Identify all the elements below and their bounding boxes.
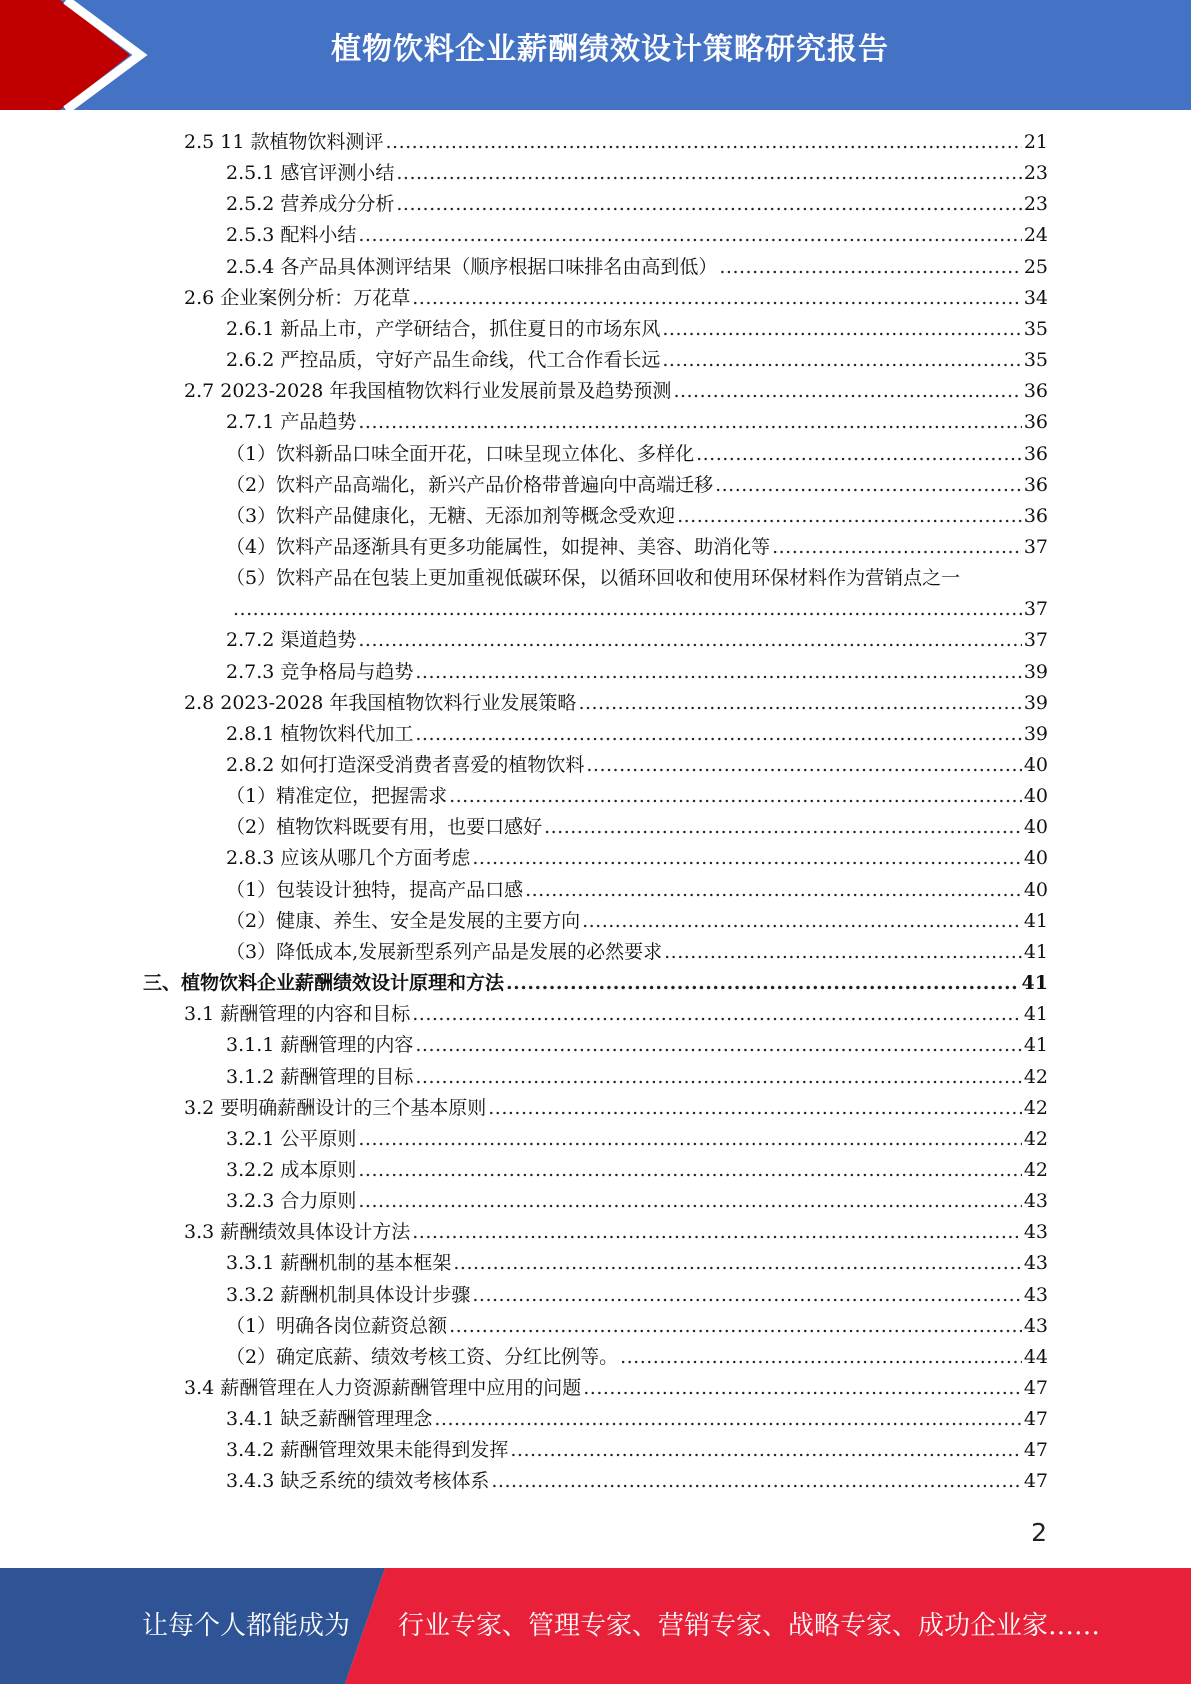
toc-entry-label: 2.6.2 严控品质，守好产品生命线，代工合作看长远 <box>226 349 661 372</box>
toc-entry-page: 41 <box>1023 909 1048 932</box>
toc-entry-label: （3）降低成本,发展新型系列产品是发展的必然要求 <box>226 940 663 963</box>
toc-dot-leader <box>396 158 1021 189</box>
toc-entry[interactable] <box>226 1435 1048 1466</box>
toc-dot-leader <box>586 750 1021 781</box>
toc-dot-leader <box>412 283 1022 314</box>
page-number: 2 <box>1031 1518 1047 1547</box>
page-footer <box>0 1568 1191 1684</box>
toc-entry-page: 40 <box>1023 816 1048 839</box>
toc-entry-label: 3.1 薪酬管理的内容和目标 <box>184 1003 411 1026</box>
toc-dot-leader <box>434 1404 1021 1435</box>
toc-entry-page: 42 <box>1023 1158 1048 1181</box>
toc-entry-label: 3.4 薪酬管理在人力资源薪酬管理中应用的问题 <box>184 1377 582 1399</box>
toc-entry[interactable] <box>226 625 1048 656</box>
toc-entry-label: 2.6 企业案例分析：万花草 <box>184 286 411 309</box>
toc-entry-label: 3.3 薪酬绩效具体设计方法 <box>184 1221 411 1244</box>
toc-dot-leader <box>491 1466 1021 1497</box>
toc-dot-leader <box>449 1311 1022 1342</box>
page-header <box>0 0 1191 110</box>
toc-dot-leader <box>358 1124 1021 1155</box>
toc-entry-label: 2.7.1 产品趋势 <box>226 411 357 434</box>
toc-entry-label: 2.5 11 款植物饮料测评 <box>184 131 384 153</box>
footer-slogan-left: 让每个人都能成为 <box>142 1611 351 1641</box>
toc-entry-page: 36 <box>1023 442 1048 465</box>
toc-entry[interactable] <box>184 1217 1048 1248</box>
toc-entry[interactable] <box>226 501 1048 532</box>
toc-entry[interactable] <box>226 220 1048 251</box>
toc-entry-page: 23 <box>1023 193 1048 216</box>
toc-dot-leader <box>415 1062 1021 1093</box>
toc-entry-page: 43 <box>1023 1221 1048 1244</box>
toc-entry-page: 42 <box>1023 1065 1048 1088</box>
toc-dot-leader <box>696 439 1022 470</box>
toc-dot-leader <box>233 594 1022 625</box>
toc-entry-label: 2.5.1 感官评测小结 <box>226 162 395 185</box>
toc-dot-leader <box>715 470 1022 501</box>
toc-dot-leader <box>772 532 1022 563</box>
toc-entry-page: 21 <box>1023 131 1048 153</box>
toc-dot-leader <box>358 220 1021 251</box>
toc-dot-leader <box>449 781 1022 812</box>
toc-entry[interactable] <box>226 252 1048 283</box>
toc-entry[interactable] <box>226 843 1048 874</box>
toc-entry-page: 40 <box>1023 878 1048 901</box>
toc-entry[interactable] <box>226 937 1048 968</box>
toc-entry-label: 2.8.1 植物饮料代加工 <box>226 722 414 745</box>
toc-entry-label: 2.8 2023-2028 年我国植物饮料行业发展策略 <box>184 691 577 714</box>
toc-entry-label: （2）饮料产品高端化，新兴产品价格带普遍向中高端迁移 <box>226 473 714 496</box>
toc-dot-leader <box>578 688 1021 719</box>
toc-dot-leader <box>719 252 1021 283</box>
toc-dot-leader <box>415 657 1021 688</box>
toc-entry-label: 3.4.2 薪酬管理效果未能得到发挥 <box>226 1439 509 1462</box>
toc-entry-page: 41 <box>1023 940 1048 963</box>
toc-entry-label: 3.1.1 薪酬管理的内容 <box>226 1034 414 1057</box>
toc-entry[interactable] <box>226 1280 1048 1311</box>
toc-entry-page: 42 <box>1023 1127 1048 1150</box>
toc-entry[interactable] <box>226 1466 1048 1497</box>
toc-dot-leader <box>506 968 1020 999</box>
toc-entry-label: （3）饮料产品健康化，无糖、无添加剂等概念受欢迎 <box>226 504 676 527</box>
toc-entry[interactable] <box>226 906 1048 937</box>
toc-entry-page: 41 <box>1023 1003 1048 1026</box>
toc-dot-leader <box>453 1248 1021 1279</box>
toc-dot-leader <box>358 625 1021 656</box>
toc-entry[interactable] <box>226 1030 1048 1061</box>
toc-entry-page: 39 <box>1023 722 1048 745</box>
toc-entry-label: 3.3.2 薪酬机制具体设计步骤 <box>226 1283 471 1306</box>
toc-dot-leader <box>582 906 1022 937</box>
toc-dot-leader <box>472 1280 1021 1311</box>
toc-entry-page: 43 <box>1023 1314 1048 1337</box>
toc-entry-label: 2.5.4 各产品具体测评结果（顺序根据口味排名由高到低） <box>226 255 718 278</box>
toc-entry-page: 36 <box>1023 380 1048 403</box>
toc-entry-label: （1）饮料新品口味全面开花，口味呈现立体化、多样化 <box>226 442 695 465</box>
toc-dot-leader <box>620 1342 1022 1373</box>
toc-entry-page: 41 <box>1021 972 1048 995</box>
toc-entry-label: （2）植物饮料既要有用，也要口感好 <box>226 816 543 839</box>
toc-dot-leader <box>544 812 1022 843</box>
toc-entry-label: （1）包装设计独特，提高产品口感 <box>226 878 524 901</box>
toc-entry-page: 37 <box>1023 535 1048 558</box>
toc-entry-page: 36 <box>1023 411 1048 434</box>
toc-entry[interactable] <box>226 1155 1048 1186</box>
toc-entry[interactable] <box>226 158 1048 189</box>
toc-dot-leader <box>358 1186 1021 1217</box>
toc-entry-label: 3.2.1 公平原则 <box>226 1127 357 1150</box>
toc-entry[interactable] <box>226 1342 1048 1373</box>
toc-dot-leader <box>358 407 1021 438</box>
toc-entry-label: 3.4.3 缺乏系统的绩效考核体系 <box>226 1470 490 1493</box>
toc-dot-leader <box>677 501 1022 532</box>
toc-entry-label: 2.7.2 渠道趋势 <box>226 629 357 652</box>
toc-dot-leader <box>510 1435 1021 1466</box>
toc-entry[interactable] <box>226 1062 1048 1093</box>
toc-entry[interactable] <box>226 750 1048 781</box>
toc-entry-label: 3.4.1 缺乏薪酬管理理念 <box>226 1408 433 1431</box>
toc-entry[interactable] <box>231 594 1048 625</box>
toc-entry-page: 43 <box>1023 1283 1048 1306</box>
toc-entry[interactable] <box>226 1186 1048 1217</box>
toc-entry[interactable] <box>226 563 1048 594</box>
toc-entry-page: 37 <box>1023 629 1048 652</box>
toc-entry[interactable] <box>184 376 1048 407</box>
toc-entry-page: 44 <box>1023 1345 1048 1368</box>
toc-entry-page: 39 <box>1023 691 1048 714</box>
footer-slogan-right: 行业专家、管理专家、营销专家、战略专家、成功企业家…… <box>398 1611 1101 1641</box>
toc-dot-leader <box>662 345 1021 376</box>
toc-entry-label: 2.8.2 如何打造深受消费者喜爱的植物饮料 <box>226 754 585 776</box>
toc-dot-leader <box>488 1093 1022 1124</box>
toc-entry[interactable] <box>184 1373 1048 1404</box>
toc-entry-label: 3.2 要明确薪酬设计的三个基本原则 <box>184 1096 487 1119</box>
toc-entry[interactable] <box>226 1248 1048 1279</box>
toc-entry[interactable] <box>226 407 1048 438</box>
toc-entry[interactable] <box>226 1404 1048 1435</box>
toc-dot-leader <box>664 937 1022 968</box>
toc-dot-leader <box>385 127 1021 158</box>
toc-entry-page: 47 <box>1023 1439 1048 1462</box>
toc-entry[interactable] <box>226 439 1048 470</box>
toc-entry-page: 24 <box>1023 224 1048 247</box>
toc-entry[interactable] <box>143 968 1048 999</box>
toc-entry-label: 三、植物饮料企业薪酬绩效设计原理和方法 <box>143 972 505 995</box>
toc-entry-page: 47 <box>1023 1377 1048 1399</box>
header-arrow-decoration <box>0 0 150 110</box>
toc-entry-label: 2.8.3 应该从哪几个方面考虑 <box>226 847 471 870</box>
toc-entry[interactable] <box>184 283 1048 314</box>
toc-entry-page: 23 <box>1023 162 1048 185</box>
toc-dot-leader <box>396 189 1021 220</box>
toc-entry-label: （1）精准定位，把握需求 <box>226 785 448 808</box>
toc-dot-leader <box>472 843 1021 874</box>
toc-dot-leader <box>415 1030 1021 1061</box>
toc-entry-label: 2.7.3 竞争格局与趋势 <box>226 660 414 683</box>
toc-entry-label: 2.6.1 新品上市，产学研结合，抓住夏日的市场东风 <box>226 317 661 340</box>
toc-entry[interactable] <box>226 781 1048 812</box>
toc-entry-page: 40 <box>1023 847 1048 870</box>
toc-entry-label: （2）确定底薪、绩效考核工资、分红比例等。 <box>226 1345 619 1368</box>
toc-entry-page: 43 <box>1023 1252 1048 1275</box>
toc-dot-leader <box>673 376 1021 407</box>
toc-entry-page: 47 <box>1023 1408 1048 1431</box>
toc-dot-leader <box>525 875 1022 906</box>
toc-entry[interactable] <box>226 657 1048 688</box>
toc-entry-label: （1）明确各岗位薪资总额 <box>226 1314 448 1337</box>
toc-dot-leader <box>583 1373 1022 1404</box>
toc-entry[interactable] <box>226 1124 1048 1155</box>
toc-entry[interactable] <box>226 532 1048 563</box>
toc-entry[interactable] <box>184 1093 1048 1124</box>
toc-entry-label: 3.3.1 薪酬机制的基本框架 <box>226 1252 452 1275</box>
toc-entry[interactable] <box>226 1311 1048 1342</box>
toc-entry-page: 35 <box>1023 317 1048 340</box>
toc-entry-label: 3.2.3 合力原则 <box>226 1190 357 1213</box>
toc-entry[interactable] <box>226 189 1048 220</box>
toc-entry-label: （2）健康、养生、安全是发展的主要方向 <box>226 909 581 932</box>
toc-entry-label: 3.2.2 成本原则 <box>226 1158 357 1181</box>
toc-entry-page: 35 <box>1023 349 1048 372</box>
toc-entry[interactable] <box>226 812 1048 843</box>
toc-dot-leader <box>412 999 1022 1030</box>
toc-entry-label: 2.5.3 配料小结 <box>226 224 357 247</box>
toc-entry-page: 37 <box>1023 598 1048 621</box>
toc-entry-page: 40 <box>1023 785 1048 808</box>
report-title: 植物饮料企业薪酬绩效设计策略研究报告 <box>331 32 889 67</box>
toc-entry-page: 40 <box>1023 754 1048 776</box>
toc-entry-page: 41 <box>1023 1034 1048 1057</box>
toc-dot-leader <box>415 719 1021 750</box>
toc-entry-label: （5）饮料产品在包装上更加重视低碳环保，以循环回收和使用环保材料作为营销点之一 <box>226 567 961 590</box>
toc-entry-page: 42 <box>1023 1096 1048 1119</box>
toc-entry-page: 25 <box>1023 255 1048 278</box>
toc-entry[interactable] <box>226 719 1048 750</box>
toc-dot-leader <box>412 1217 1022 1248</box>
toc-entry-label: 3.1.2 薪酬管理的目标 <box>226 1065 414 1088</box>
toc-entry[interactable] <box>184 999 1048 1030</box>
toc-entry-page: 34 <box>1023 286 1048 309</box>
toc-entry[interactable] <box>226 875 1048 906</box>
toc-entry-label: （4）饮料产品逐渐具有更多功能属性，如提神、美容、助消化等 <box>226 535 771 558</box>
toc-entry[interactable] <box>184 127 1048 158</box>
toc-entry-page: 36 <box>1023 504 1048 527</box>
toc-dot-leader <box>662 314 1021 345</box>
toc-entry-page: 43 <box>1023 1190 1048 1213</box>
toc-entry[interactable] <box>226 314 1048 345</box>
toc-entry[interactable] <box>226 345 1048 376</box>
toc-entry-page: 47 <box>1023 1470 1048 1493</box>
toc-entry[interactable] <box>184 688 1048 719</box>
toc-dot-leader <box>358 1155 1021 1186</box>
toc-entry-label: 2.5.2 营养成分分析 <box>226 193 395 216</box>
toc-entry-page: 36 <box>1023 473 1048 496</box>
toc-entry[interactable] <box>226 470 1048 501</box>
toc-entry-page: 39 <box>1023 660 1048 683</box>
toc-entry-label: 2.7 2023-2028 年我国植物饮料行业发展前景及趋势预测 <box>184 380 672 403</box>
